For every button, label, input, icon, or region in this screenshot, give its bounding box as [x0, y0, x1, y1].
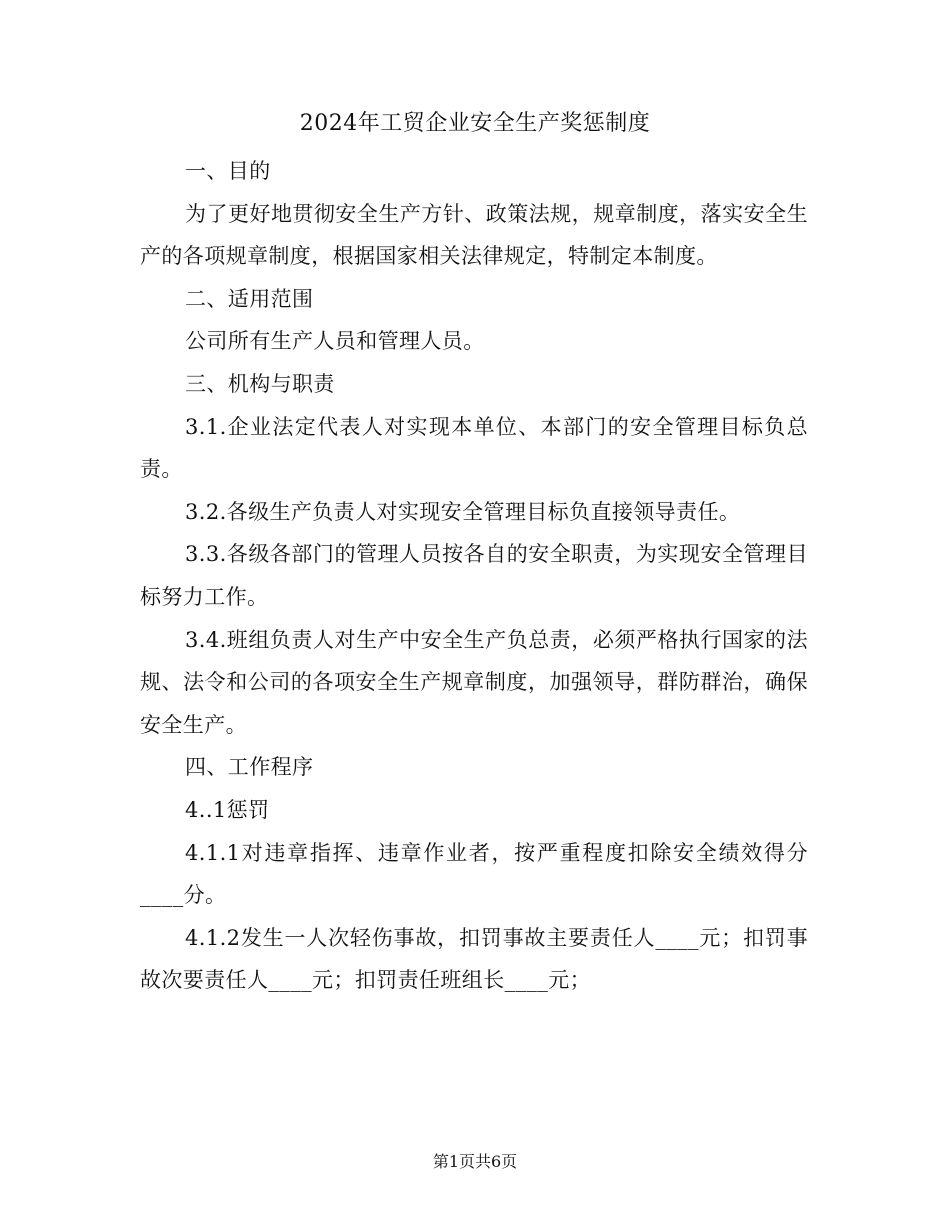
page-number: 第1页共6页 — [432, 1152, 518, 1171]
document-title: 2024年工贸企业安全生产奖惩制度 — [299, 111, 651, 136]
clause-3-3: 3.3.各级各部门的管理人员按各自的安全职责，为实现安全管理目标努力工作。 — [140, 542, 808, 609]
paragraph-scope: 公司所有生产人员和管理人员。 — [185, 329, 485, 354]
section-heading-organization: 三、机构与职责 — [185, 371, 335, 396]
section-heading-purpose: 一、目的 — [185, 159, 271, 183]
section-heading-procedure: 四、工作程序 — [185, 755, 314, 780]
clause-3-1: 3.1.企业法定代表人对实现本单位、本部门的安全管理目标负总责。 — [140, 414, 808, 482]
paragraph-purpose: 为了更好地贯彻安全生产方针、政策法规，规章制度，落实安全生产的各项规章制度，根据国家相关法律规定，特制定本制度。 — [140, 201, 808, 269]
clause-4-1-1: 4.1.1对违章指挥、违章作业者，按严重程度扣除安全绩效得分____分。 — [140, 840, 808, 908]
document-body — [140, 150, 808, 1002]
clause-3-2: 3.2.各级生产负责人对实现安全管理目标负直接领导责任。 — [185, 499, 741, 524]
clause-4-1-2: 4.1.2发生一人次轻伤事故，扣罚事故主要责任人____元；扣罚事故次要责任人____元；扣罚责任班组长____元； — [140, 925, 808, 993]
section-heading-scope: 二、适用范围 — [185, 286, 314, 311]
clause-3-4: 3.4.班组负责人对生产中安全生产负总责，必须严格执行国家的法规、法令和公司的各项安全生产规章制度，加强领导，群防群治，确保安全生产。 — [140, 627, 808, 737]
clause-4-1: 4..1惩罚 — [185, 797, 270, 822]
